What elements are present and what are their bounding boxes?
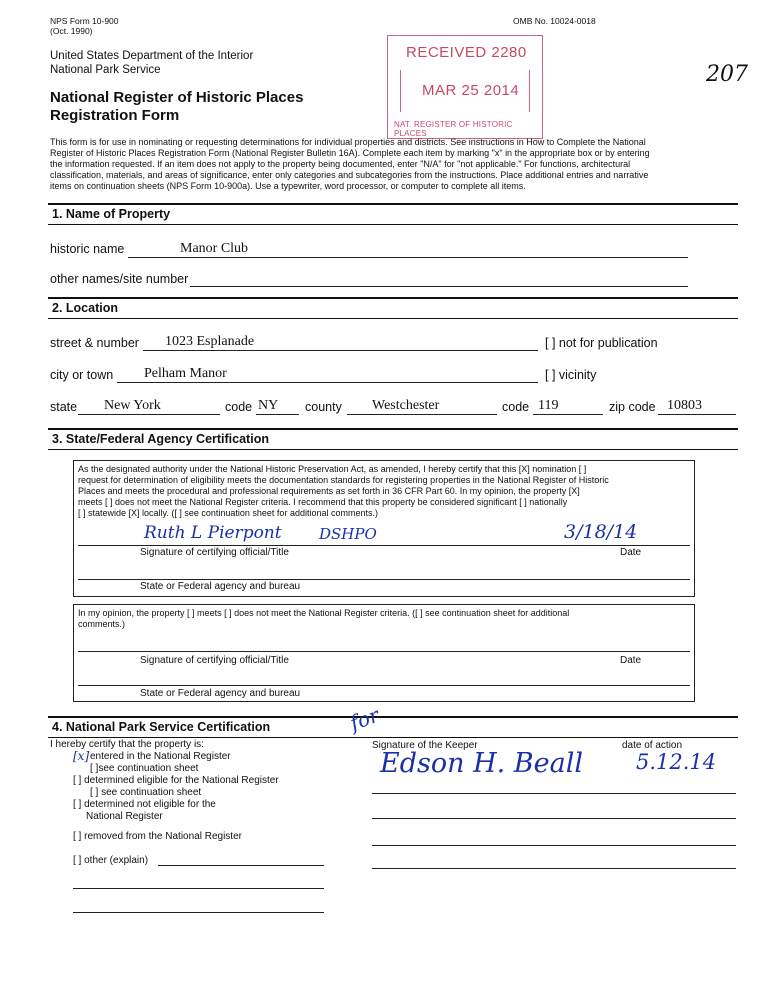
section-divider: [48, 428, 738, 430]
not-eligible-option[interactable]: [ ] determined not eligible for the: [73, 799, 216, 810]
city-label: city or town: [50, 368, 114, 382]
opinion-text: [78, 608, 690, 630]
state-code-value: NY: [258, 398, 279, 413]
received-stamp: [387, 35, 543, 139]
historic-name-value: Manor Club: [180, 241, 249, 256]
county-code-value: 119: [538, 398, 559, 413]
keeper-certify-text: I hereby certify that the property is:: [50, 739, 204, 750]
zip-value: 10803: [667, 398, 702, 413]
date-label: Date: [620, 655, 642, 666]
certifying-date: 3/18/14: [564, 521, 638, 543]
instructions-line: the information requested. If an item does not apply to the property being documented, enter "N/A" for "not applicable." For functions, architectural: [50, 159, 631, 169]
handwritten-page-number: 207: [706, 62, 748, 87]
signature-label: Signature of certifying official/Title: [140, 547, 289, 558]
not-eligible-option-cont: National Register: [86, 811, 163, 822]
section-divider: [48, 449, 738, 450]
section1-title: 1. Name of Property: [52, 207, 171, 221]
form-subtitle: Registration Form: [50, 107, 180, 124]
signature-line[interactable]: [78, 545, 690, 546]
stamp-received: RECEIVED 2280: [406, 44, 527, 61]
keeper-line[interactable]: [372, 845, 736, 846]
eligible-option[interactable]: [ ] determined eligible for the National Register: [73, 775, 279, 786]
see-continuation-2[interactable]: [ ] see continuation sheet: [90, 787, 202, 798]
section-divider: [48, 224, 738, 225]
zip-label: zip code: [609, 400, 656, 414]
section2-title: 2. Location: [52, 301, 118, 315]
signature-label: Signature of certifying official/Title: [140, 655, 289, 666]
other-names-label: other names/site number: [50, 272, 189, 286]
instructions-line: items on continuation sheets (NPS Form 10-900a). Use a typewriter, word processor, or computer to complete all items.: [50, 181, 526, 191]
street-field[interactable]: [143, 350, 538, 351]
county-code-label: code: [502, 400, 530, 414]
agency-line[interactable]: [78, 579, 690, 580]
certification-line: meets [ ] does not meet the National Register criteria. I recommend that this property be considered significant [ ] nationally: [78, 497, 568, 507]
entered-checkbox[interactable]: [x]: [73, 749, 90, 763]
form-date: (Oct. 1990): [50, 26, 93, 36]
city-value: Pelham Manor: [144, 366, 227, 381]
street-value: 1023 Esplanade: [165, 334, 255, 349]
historic-name-field[interactable]: [128, 257, 688, 258]
state-code-label: code: [225, 400, 253, 414]
state-value: New York: [104, 398, 161, 413]
agency-label: State or Federal agency and bureau: [140, 581, 301, 592]
entered-label: entered in the National Register: [90, 751, 231, 762]
certification-line: [ ] statewide [X] locally. ([ ] see continuation sheet for additional comments.): [78, 508, 378, 518]
section-divider: [48, 297, 738, 299]
other-explain-line[interactable]: [73, 912, 324, 913]
certifying-title: DSHPO: [319, 525, 377, 543]
county-code-field[interactable]: [533, 414, 603, 415]
section-divider: [48, 716, 738, 718]
keeper-signature-label: Signature of the Keeper: [372, 740, 478, 751]
opinion-box: [73, 604, 695, 702]
historic-name-label: historic name: [50, 242, 125, 256]
county-field[interactable]: [347, 414, 497, 415]
state-field[interactable]: [78, 414, 220, 415]
certification-line: request for determination of eligibility meets the documentation standards for registering properties in the National Register of Historic: [78, 475, 609, 485]
street-label: street & number: [50, 336, 139, 350]
stamp-register: NAT. REGISTER OF HISTORIC PLACES: [394, 120, 513, 138]
certification-text: [78, 464, 690, 519]
instructions-line: Register of Historic Places Registration Form (National Register Bulletin 16A). Complete each item by marking "x" in the appropriate box or by entering: [50, 148, 650, 158]
date-of-action-value: 5.12.14: [636, 750, 717, 774]
certifying-signature: Ruth L Pierpont: [144, 523, 282, 543]
vicinity[interactable]: [ ] vicinity: [545, 368, 597, 382]
stamp-date: MAR 25 2014: [422, 82, 520, 99]
opinion-line: In my opinion, the property [ ] meets [ ] does not meet the National Register criteria. ([ ] see continuation sheet for additional: [78, 608, 570, 618]
county-label: county: [305, 400, 342, 414]
state-certification-box: [73, 460, 695, 597]
keeper-line[interactable]: [372, 818, 736, 819]
removed-option[interactable]: [ ] removed from the National Register: [73, 831, 242, 842]
state-code-field[interactable]: [256, 414, 299, 415]
section-divider: [48, 318, 738, 319]
see-continuation-1[interactable]: [ ]see continuation sheet: [90, 763, 199, 774]
date-of-action-label: date of action: [622, 740, 683, 751]
opinion-line: comments.): [78, 619, 126, 629]
agency-label: State or Federal agency and bureau: [140, 688, 301, 699]
zip-field[interactable]: [658, 414, 736, 415]
section4-title: 4. National Park Service Certification: [52, 720, 271, 734]
keeper-line[interactable]: [372, 868, 736, 869]
form-title: National Register of Historic Places: [50, 89, 304, 106]
other-option[interactable]: [ ] other (explain): [73, 855, 149, 866]
certification-line: As the designated authority under the National Historic Preservation Act, as amended, I hereby certify that this [X] nomination [ ]: [78, 464, 587, 474]
service-name: National Park Service: [50, 64, 161, 76]
county-value: Westchester: [372, 398, 440, 413]
keeper-line[interactable]: [372, 793, 736, 794]
city-field[interactable]: [117, 382, 538, 383]
section-divider: [48, 737, 738, 738]
section-divider: [48, 203, 738, 205]
other-names-field[interactable]: [190, 286, 688, 287]
omb-number: OMB No. 10024-0018: [513, 16, 596, 26]
instructions: [50, 137, 740, 192]
signature-line[interactable]: [78, 651, 690, 652]
instructions-line: classification, materials, and areas of significance, enter only categories and subcategories from the instructions. Place additional entries and narrative: [50, 170, 649, 180]
keeper-signature: Edson H. Beall: [380, 748, 583, 779]
state-label: state: [50, 400, 78, 414]
department-name: United States Department of the Interior: [50, 50, 254, 62]
certification-line: Places and meets the procedural and professional requirements as set forth in 36 CFR Part 60. In my opinion, the property [X]: [78, 486, 580, 496]
other-explain-line[interactable]: [73, 888, 324, 889]
agency-line[interactable]: [78, 685, 690, 686]
section3-title: 3. State/Federal Agency Certification: [52, 432, 269, 446]
form-number: NPS Form 10-900: [50, 16, 119, 26]
not-for-publication[interactable]: [ ] not for publication: [545, 336, 658, 350]
date-label: Date: [620, 547, 642, 558]
other-explain-line[interactable]: [158, 865, 324, 866]
instructions-line: This form is for use in nominating or requesting determinations for individual properties and districts. See instructions in How to Complete the National: [50, 137, 646, 147]
keeper-for-initials: for: [346, 702, 383, 736]
